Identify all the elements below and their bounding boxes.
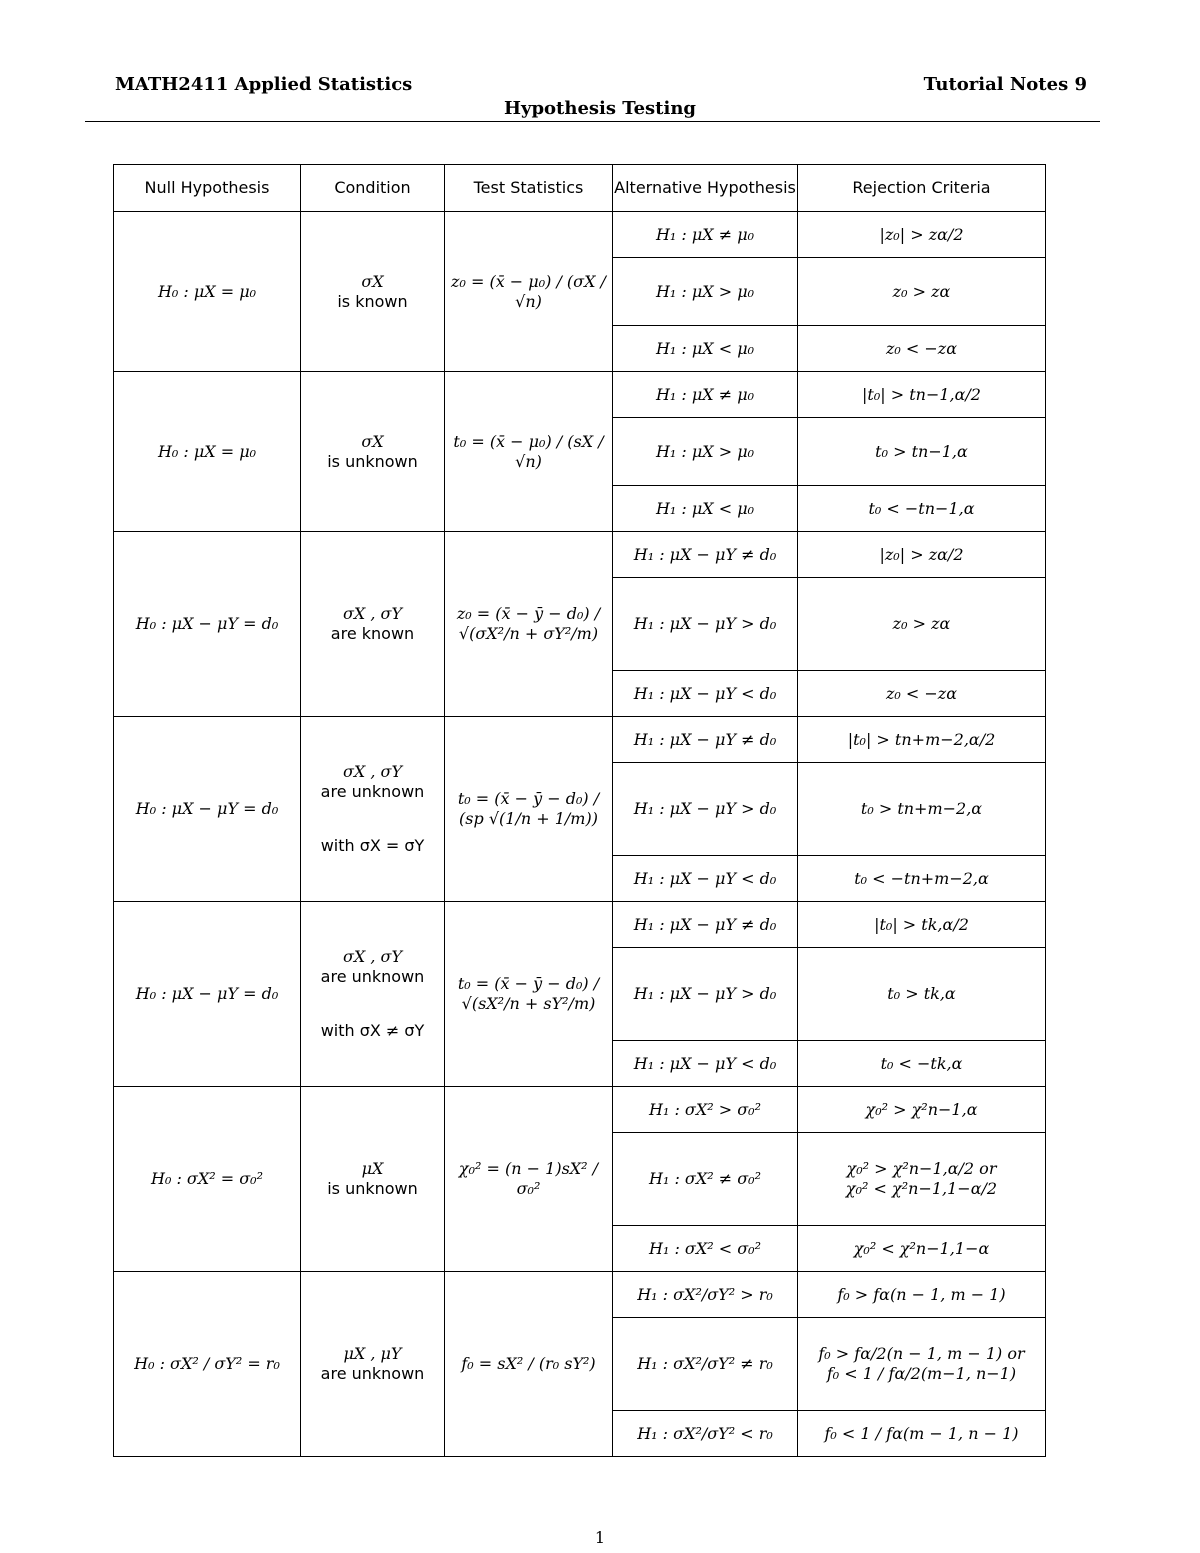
alternative-hypothesis: H₁ : μX > μ₀ bbox=[613, 418, 798, 486]
rejection-criteria: |t₀| > tn+m−2,α/2 bbox=[798, 717, 1046, 763]
condition: σX is unknown bbox=[301, 372, 445, 532]
alternative-hypothesis: H₁ : μX ≠ μ₀ bbox=[613, 372, 798, 418]
table-row bbox=[114, 1087, 1046, 1133]
page-number: 1 bbox=[594, 1528, 606, 1547]
alternative-hypothesis: H₁ : σX²/σY² ≠ r₀ bbox=[613, 1318, 798, 1411]
condition: μX , μY are unknown bbox=[301, 1272, 445, 1457]
rejection-criteria: z₀ < −zα bbox=[798, 671, 1046, 717]
alternative-hypothesis: H₁ : μX − μY ≠ d₀ bbox=[613, 902, 798, 948]
test-statistic: z₀ = (x̄ − μ₀) / (σX / √n) bbox=[445, 212, 613, 372]
condition: σX , σY are unknown with σX = σY bbox=[301, 717, 445, 902]
test-statistic: f₀ = sX² / (r₀ sY²) bbox=[445, 1272, 613, 1457]
alternative-hypothesis: H₁ : μX > μ₀ bbox=[613, 258, 798, 326]
condition: μX is unknown bbox=[301, 1087, 445, 1272]
rejection-criteria: t₀ < −tn+m−2,α bbox=[798, 856, 1046, 902]
alternative-hypothesis: H₁ : σX² < σ₀² bbox=[613, 1226, 798, 1272]
test-statistic: t₀ = (x̄ − ȳ − d₀) / (sp √(1/n + 1/m)) bbox=[445, 717, 613, 902]
alternative-hypothesis: H₁ : σX² > σ₀² bbox=[613, 1087, 798, 1133]
rejection-criteria: z₀ < −zα bbox=[798, 326, 1046, 372]
rejection-criteria: t₀ < −tk,α bbox=[798, 1041, 1046, 1087]
null-hypothesis: H₀ : σX² = σ₀² bbox=[114, 1087, 301, 1272]
table-header-row bbox=[114, 165, 1046, 212]
null-hypothesis: H₀ : μX = μ₀ bbox=[114, 212, 301, 372]
table-row bbox=[114, 212, 1046, 258]
rejection-criteria: f₀ < 1 / fα(m − 1, n − 1) bbox=[798, 1411, 1046, 1457]
table-row bbox=[114, 532, 1046, 578]
alternative-hypothesis: H₁ : μX − μY < d₀ bbox=[613, 856, 798, 902]
null-hypothesis: H₀ : μX = μ₀ bbox=[114, 372, 301, 532]
rejection-criteria: |z₀| > zα/2 bbox=[798, 532, 1046, 578]
null-hypothesis: H₀ : σX² / σY² = r₀ bbox=[114, 1272, 301, 1457]
alternative-hypothesis: H₁ : σX²/σY² > r₀ bbox=[613, 1272, 798, 1318]
table-row bbox=[114, 372, 1046, 418]
rejection-criteria: z₀ > zα bbox=[798, 578, 1046, 671]
alternative-hypothesis: H₁ : μX − μY < d₀ bbox=[613, 671, 798, 717]
table-row bbox=[114, 1272, 1046, 1318]
test-statistic: t₀ = (x̄ − ȳ − d₀) / √(sX²/n + sY²/m) bbox=[445, 902, 613, 1087]
table-row bbox=[114, 717, 1046, 763]
table-row bbox=[114, 902, 1046, 948]
alternative-hypothesis: H₁ : μX − μY < d₀ bbox=[613, 1041, 798, 1087]
rejection-criteria: |z₀| > zα/2 bbox=[798, 212, 1046, 258]
null-hypothesis: H₀ : μX − μY = d₀ bbox=[114, 532, 301, 717]
header-alternative: Alternative Hypothesis bbox=[613, 165, 798, 212]
rejection-criteria: t₀ < −tn−1,α bbox=[798, 486, 1046, 532]
rejection-criteria: f₀ > fα/2(n − 1, m − 1) or f₀ < 1 / fα/2(m−1, n−1) bbox=[798, 1318, 1046, 1411]
rejection-criteria: t₀ > tk,α bbox=[798, 948, 1046, 1041]
header-null: Null Hypothesis bbox=[114, 165, 301, 212]
test-statistic: χ₀² = (n − 1)sX² / σ₀² bbox=[445, 1087, 613, 1272]
alternative-hypothesis: H₁ : σX²/σY² < r₀ bbox=[613, 1411, 798, 1457]
header-statistic: Test Statistics bbox=[445, 165, 613, 212]
alternative-hypothesis: H₁ : μX − μY > d₀ bbox=[613, 763, 798, 856]
hypothesis-table bbox=[113, 164, 1046, 1457]
alternative-hypothesis: H₁ : μX − μY > d₀ bbox=[613, 578, 798, 671]
rejection-criteria: t₀ > tn+m−2,α bbox=[798, 763, 1046, 856]
alternative-hypothesis: H₁ : μX < μ₀ bbox=[613, 486, 798, 532]
rejection-criteria: χ₀² > χ²n−1,α/2 or χ₀² < χ²n−1,1−α/2 bbox=[798, 1133, 1046, 1226]
condition: σX , σY are unknown with σX ≠ σY bbox=[301, 902, 445, 1087]
alternative-hypothesis: H₁ : μX − μY ≠ d₀ bbox=[613, 717, 798, 763]
rejection-criteria: z₀ > zα bbox=[798, 258, 1046, 326]
rejection-criteria: χ₀² > χ²n−1,α bbox=[798, 1087, 1046, 1133]
rejection-criteria: |t₀| > tk,α/2 bbox=[798, 902, 1046, 948]
header-notes: Tutorial Notes 9 bbox=[923, 74, 1087, 95]
null-hypothesis: H₀ : μX − μY = d₀ bbox=[114, 717, 301, 902]
page-title: Hypothesis Testing bbox=[503, 98, 697, 119]
alternative-hypothesis: H₁ : σX² ≠ σ₀² bbox=[613, 1133, 798, 1226]
test-statistic: z₀ = (x̄ − ȳ − d₀) / √(σX²/n + σY²/m) bbox=[445, 532, 613, 717]
header-course: MATH2411 Applied Statistics bbox=[115, 74, 413, 95]
condition: σX , σY are known bbox=[301, 532, 445, 717]
rejection-criteria: |t₀| > tn−1,α/2 bbox=[798, 372, 1046, 418]
test-statistic: t₀ = (x̄ − μ₀) / (sX / √n) bbox=[445, 372, 613, 532]
header-condition: Condition bbox=[301, 165, 445, 212]
alternative-hypothesis: H₁ : μX < μ₀ bbox=[613, 326, 798, 372]
alternative-hypothesis: H₁ : μX − μY > d₀ bbox=[613, 948, 798, 1041]
rejection-criteria: χ₀² < χ²n−1,1−α bbox=[798, 1226, 1046, 1272]
alternative-hypothesis: H₁ : μX − μY ≠ d₀ bbox=[613, 532, 798, 578]
alternative-hypothesis: H₁ : μX ≠ μ₀ bbox=[613, 212, 798, 258]
rejection-criteria: t₀ > tn−1,α bbox=[798, 418, 1046, 486]
null-hypothesis: H₀ : μX − μY = d₀ bbox=[114, 902, 301, 1087]
rejection-criteria: f₀ > fα(n − 1, m − 1) bbox=[798, 1272, 1046, 1318]
header-rule bbox=[85, 121, 1100, 122]
condition: σX is known bbox=[301, 212, 445, 372]
header-rejection: Rejection Criteria bbox=[798, 165, 1046, 212]
